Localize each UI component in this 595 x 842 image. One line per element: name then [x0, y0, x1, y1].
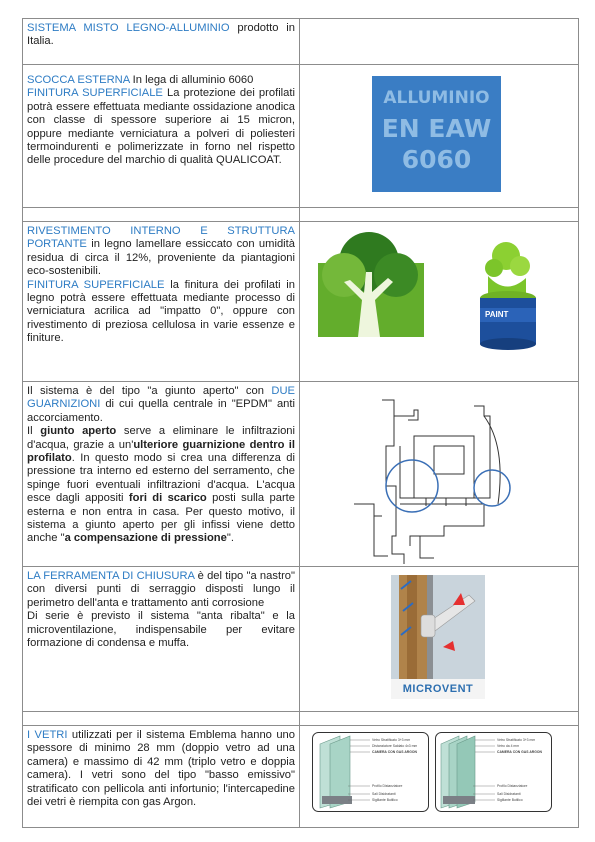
- text-segment: la finitura dei profilati in legno potrà essere effettuata mediante processo di verniciatura acrilica ad "impatto 0", oppure con rivestimento di preziosa cellulosa in varie essenze e finiture.: [27, 278, 295, 345]
- text-cell: [23, 567, 300, 712]
- rich-text: [27, 729, 295, 809]
- row-rivestimento: [23, 222, 579, 382]
- text-segment: RIVESTIMENTO INTERNO E STRUTTURA PORTANTE: [27, 225, 295, 251]
- text-cell: [23, 208, 300, 222]
- row-sistema: [23, 19, 579, 65]
- text-segment: FINITURA SUPERFICIALE: [27, 87, 163, 100]
- glass-label: Sigillante Butilico: [372, 798, 398, 802]
- image-cell: [300, 382, 579, 567]
- rich-text: [27, 385, 295, 546]
- text-segment: FINITURA SUPERFICIALE: [27, 278, 165, 291]
- image-cell: [300, 222, 579, 382]
- text-segment: giunto aperto: [40, 425, 117, 438]
- glass-label: Vetro Stratificato 3+3 mm: [497, 738, 536, 742]
- text-segment: ulteriore guarnizione dentro il profilato: [27, 438, 295, 465]
- text-segment: prodotto in Italia.: [27, 22, 295, 48]
- profile-section-drawing: [334, 386, 534, 566]
- spec-table: [22, 18, 579, 828]
- image-cell: [300, 712, 579, 726]
- glass-label: Vetro da 4 mm: [497, 744, 520, 748]
- text-segment: Il sistema è del tipo "a giunto aperto" con: [27, 385, 272, 397]
- image-cell: [300, 19, 579, 65]
- badge-line-3: 6060: [401, 145, 472, 174]
- spec-sheet: [22, 18, 578, 828]
- image-cell: [300, 567, 579, 712]
- badge-line-1: ALLUMINIO: [383, 88, 490, 108]
- rich-text: [27, 22, 295, 49]
- microvent-caption: MICROVENT: [391, 679, 485, 699]
- microvent-photo: [391, 575, 485, 699]
- rich-text: [27, 570, 295, 650]
- text-segment: LA FERRAMENTA DI CHIUSURA: [27, 570, 195, 582]
- glass-label: Sigillante Butilico: [497, 798, 523, 802]
- glass-label: Profilo Distanziatore: [497, 784, 528, 788]
- row-guarnizioni: [23, 382, 579, 567]
- text-segment: fori di scarico: [128, 492, 207, 505]
- text-segment: I VETRI: [27, 729, 68, 741]
- text-segment: La protezione dei profilati potrà essere effettuata mediante ossidazione anodica con classe di spessore superiore ai 15 micron, oppure mediante verniciatura a polveri di poliesteri termoindurenti e polimerizzate in forno nel rispetto delle procedure del marchio di qualità QUALICOAT.: [27, 87, 295, 167]
- paint-bucket-illustration: [468, 236, 548, 356]
- row-spacer: [23, 712, 579, 726]
- text-segment: SISTEMA MISTO LEGNO-ALLUMINIO: [27, 22, 230, 34]
- text-segment: Il: [27, 425, 41, 438]
- text-cell: [23, 712, 300, 726]
- double-glass-diagram: [312, 732, 429, 812]
- glass-label: CAMERA CON GAS ARGON: [372, 750, 417, 754]
- image-cell: [300, 726, 579, 828]
- text-segment: a compensazione di pressione: [64, 532, 227, 545]
- rich-text: [27, 74, 295, 168]
- row-scocca: [23, 65, 579, 208]
- aluminium-badge: [372, 76, 501, 192]
- row-vetri: [23, 726, 579, 828]
- text-cell: [23, 65, 300, 208]
- image-cell: [300, 65, 579, 208]
- text-segment: utilizzati per il sistema Emblema hanno uno spessore di minimo 28 mm (doppio vetro ad una camera) e massimo di 42 mm (triplo vetro e doppia camera). I vetri sono del tipo "basso emissivo" stratificato con pellicola anti infortunio; l'intercapedine dei vetri è riempita con gas Argon.: [27, 729, 295, 809]
- badge-line-2: EN EAW: [381, 114, 492, 143]
- image-cell: [300, 208, 579, 222]
- text-cell: [23, 726, 300, 828]
- text-segment: di cui quella centrale in "EPDM" anti accorciamento.: [27, 398, 295, 424]
- tree-illustration: [314, 230, 424, 340]
- glass-label: Sali Disidratanti: [372, 792, 396, 796]
- glass-label: CAMERA CON GAS ARGON: [497, 750, 542, 754]
- paint-label: PAINT: [485, 310, 509, 319]
- glass-label: Sali Disidratanti: [497, 792, 521, 796]
- text-cell: [23, 382, 300, 567]
- triple-glass-diagram: [435, 732, 552, 812]
- glass-label: Profilo Distanziatore: [372, 784, 403, 788]
- text-segment: . In questo modo si crea una differenza di pressione tra interno ed esterno del serramento, che spinge fuori eventuali infiltrazioni d'acqua. L'acqua esce dagli appositi: [27, 452, 295, 505]
- text-segment: posti sulla parte esterna e non entra in casa. Per questo motivo, il sistema a giunto aperto per gli infissi viene detto anche ": [27, 492, 295, 545]
- text-segment: ".: [226, 532, 234, 545]
- row-ferramenta: [23, 567, 579, 712]
- glass-label: Distanziatore Saldato 4x3 mm: [372, 744, 418, 748]
- text-segment: SCOCCA ESTERNA: [27, 74, 130, 86]
- text-segment: serve a eliminare le infiltrazioni d'acqua, grazie a un': [27, 425, 296, 451]
- text-segment: DUE GUARNIZIONI: [27, 385, 295, 411]
- row-spacer: [23, 208, 579, 222]
- text-segment: è del tipo "a nastro" con diversi punti di serraggio disposti lungo il perimetro dell'anta e trattamento anti corrosione: [27, 570, 295, 609]
- text-segment: in legno lamellare essiccato con umidità residua di circa il 12%, proveniente da piantagioni eco-sostenibili.: [27, 238, 295, 278]
- rich-text: [27, 225, 295, 346]
- text-cell: [23, 19, 300, 65]
- text-segment: Di serie è previsto il sistema "anta ribalta" e la microventilazione, indispensabile per evitare formazione di condensa e muffa.: [27, 610, 295, 650]
- glass-label: Vetro Stratificato 3+3 mm: [372, 738, 411, 742]
- text-segment: In lega di alluminio 6060: [129, 74, 254, 86]
- window-handle-illustration: [391, 575, 485, 679]
- text-cell: [23, 222, 300, 382]
